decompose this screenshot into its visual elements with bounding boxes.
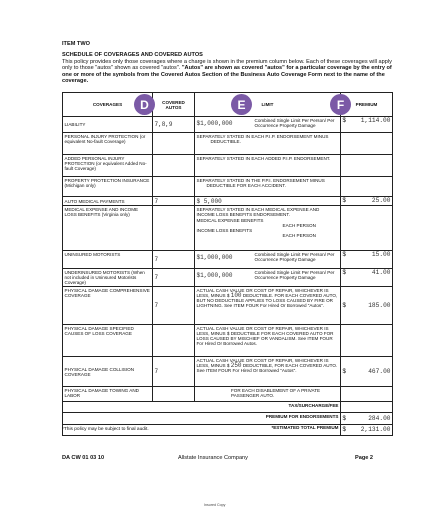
limit-value: $1,000,000	[196, 271, 233, 279]
coverage-name: UNDERINSURED MOTORISTS (When not included in Uninsured Motorists Coverage)	[63, 269, 153, 287]
coverage-name: PHYSICAL DAMAGE COLLISION COVERAGE	[63, 357, 153, 387]
limit-value: $1,000,000	[196, 253, 233, 261]
limit-medical: MEDICAL EXPENSE BENEFITS	[196, 217, 264, 223]
covered-autos	[153, 325, 195, 357]
covered-autos: 7	[153, 287, 195, 325]
limit-cell	[195, 177, 341, 197]
endorsements-value: 284.00	[368, 414, 391, 422]
limit-text: FOR EACH DISABLEMENT OF A PRIVATE PASSENGER AUTO.	[231, 387, 321, 398]
limit-text: SEPARATELY STATED IN EACH MEDICAL EXPENSE AND INCOME LOSS BENEFITS ENDORSEMENT.	[196, 206, 320, 217]
endorsements-cell	[341, 413, 393, 424]
premium-cell	[341, 133, 393, 155]
copy-label: Insured Copy	[204, 503, 226, 507]
limit-text: Combined Single Limit Per Person/ Per Occurrence Property Damage	[254, 251, 335, 262]
audit-footnote: *This policy may be subject to final audit.	[62, 427, 149, 432]
limit-cell	[195, 325, 341, 357]
limit-each-person: EACH PERSON	[282, 233, 316, 239]
limit-income: INCOME LOSS BENEFITS	[196, 228, 253, 234]
schedule-title: SCHEDULE OF COVERAGES AND COVERED AUTOS	[62, 52, 203, 58]
limit-cell	[195, 387, 341, 402]
table-row	[63, 206, 393, 251]
covered-autos: 7	[153, 251, 195, 269]
coverage-name: AUTO MEDICAL PAYMENTS	[63, 197, 153, 206]
limit-cell	[195, 117, 341, 133]
intro-bold: "Autos" are shown as covered "autos" for a particular coverage by the entry of one or more of the symbols from the Covered Autos Section of the Business Auto Coverage Form next to the name of the coverage.	[62, 65, 392, 85]
coverage-name: PERSONAL INJURY PROTECTION (or equivalent No-fault Coverage)	[63, 133, 153, 155]
coverage-name: PHYSICAL DAMAGE SPECIFIED CAUSES OF LOSS COVERAGE	[63, 325, 153, 357]
table-row	[63, 197, 393, 206]
premium-value: 15.00	[371, 250, 391, 258]
premium-cell	[341, 155, 393, 177]
limit-each-person: EACH PERSON	[282, 223, 316, 229]
limit-tail: DEDUCTIBLE. FOR EACH COVERED AUTO, BUT NO DEDUCTIBLE APPLIES TO LOSS CAUSED BY FIRE OR LIGHTNING. See ITEM FOUR For Hired Or Borrowed "Autos".	[196, 292, 338, 309]
limit-cell	[195, 133, 341, 155]
endorsements-label: PREMIUM FOR ENDORSEMENTS	[63, 413, 341, 424]
limit-value: $1,000,000	[196, 119, 233, 127]
page-number: Page 2	[355, 455, 374, 461]
tax-label: TAX/SURCHARGE/FEE	[63, 402, 341, 413]
premium-cell	[341, 251, 393, 269]
limit-text: SEPARATELY STATED IN EACH ADDED P.I.P. ENDORSEMENT.	[196, 155, 331, 161]
table-row	[63, 287, 393, 325]
badge-f: F	[330, 94, 351, 115]
covered-autos	[153, 155, 195, 177]
premium-cell	[341, 117, 393, 133]
premium-cell	[341, 287, 393, 325]
intro-plain: This policy provides only those coverages where a charge is shown in the premium column below. Each of these coverages will apply only to those "autos" shown as covered "autos".	[62, 59, 392, 72]
premium-cell	[341, 269, 393, 287]
limit-cell	[195, 251, 341, 269]
currency-symbol: $	[342, 426, 346, 434]
limit-cell	[195, 269, 341, 287]
currency-symbol: $	[342, 196, 346, 204]
premium-value: 185.00	[368, 302, 391, 310]
coverage-name: UNINSURED MOTORISTS	[63, 251, 153, 269]
covered-autos: 7	[153, 357, 195, 387]
covered-autos: 7,8,9	[153, 117, 195, 133]
limit-text: ACTUAL CASH VALUE OR COST OF REPAIR, WHICHEVER IS LESS, MINUS $	[196, 357, 329, 368]
currency-symbol: $	[342, 250, 346, 258]
limit-tail: DEDUCTIBLE FOR EACH COVERED AUTO FOR LOSS CAUSED BY MISCHIEF OR VANDALISM. See ITEM FOUR For Hired Or Borrowed Autos.	[196, 330, 334, 347]
covered-autos	[153, 177, 195, 197]
limit-tail: DEDUCTIBLE FOR EACH ACCIDENT.	[206, 182, 286, 188]
coverage-name: PROPERTY PROTECTION INSURANCE (Michigan only)	[63, 177, 153, 197]
premium-cell	[341, 206, 393, 251]
table-row	[63, 155, 393, 177]
total-cell	[341, 424, 393, 435]
premium-cell	[341, 357, 393, 387]
limit-text: Combined Single Limit Per Person/ Per Occurrence Property Damage	[254, 117, 335, 128]
form-id: DA CW 01 03 10	[62, 455, 105, 461]
endorsements-row	[63, 413, 393, 424]
coverage-name: LIABILITY	[63, 117, 153, 133]
premium-cell	[341, 325, 393, 357]
premium-value: 467.00	[368, 368, 391, 376]
covered-autos	[153, 387, 195, 402]
table-row	[63, 325, 393, 357]
currency-symbol: $	[342, 414, 346, 422]
currency-symbol: $	[342, 368, 346, 376]
limit-text: ACTUAL CASH VALUE OR COST OF REPAIR, WHICHEVER IS LESS, MINUS $	[196, 287, 329, 298]
limit-cell	[195, 155, 341, 177]
company-name: Allstate Insurance Company	[178, 455, 248, 461]
coverage-name: ADDED PERSONAL INJURY PROTECTION (or equivalent Added No-fault Coverage)	[63, 155, 153, 177]
coverage-name: MEDICAL EXPENSE AND INCOME LOSS BENEFITS (Virginia only)	[63, 206, 153, 251]
covered-autos	[153, 206, 195, 251]
table-row	[63, 177, 393, 197]
tax-cell	[341, 402, 393, 413]
currency-symbol: $	[342, 268, 346, 276]
col-covered-autos: COVERED AUTOS	[153, 93, 195, 117]
table-row	[63, 133, 393, 155]
limit-text: SEPARATELY STATED IN EACH P.I.P. ENDORSEMENT MINUS	[196, 133, 329, 139]
coverage-name: PHYSICAL DAMAGE TOWING AND LABOR	[63, 387, 153, 402]
table-row	[63, 251, 393, 269]
limit-text: Combined Single Limit Per Person/ Per Occurrence Property Damage	[254, 269, 335, 280]
limit-text: SEPARATELY STATED IN THE P.P.I. ENDORSEMENT MINUS	[196, 177, 325, 183]
limit-cell	[195, 357, 341, 387]
premium-value: 25.00	[371, 196, 391, 204]
covered-autos: 7	[153, 197, 195, 206]
premium-cell	[341, 177, 393, 197]
table-row	[63, 269, 393, 287]
col-coverages: COVERAGES	[63, 93, 153, 117]
coverage-name: PHYSICAL DAMAGE COMPREHENSIVE COVERAGE	[63, 287, 153, 325]
badge-e: E	[231, 94, 252, 115]
limit-text: ACTUAL CASH VALUE OR COST OF REPAIR, WHICHEVER IS LESS, MINUS $	[196, 325, 329, 336]
col-premium: PREMIUM	[341, 93, 393, 117]
item-label: ITEM TWO	[62, 41, 90, 47]
premium-value: 41.00	[371, 268, 391, 276]
col-limit: LIMIT	[195, 93, 341, 117]
total-value: 2,131.00	[360, 426, 391, 434]
limit-value: $ 5,000	[195, 197, 341, 206]
limit-cell	[195, 206, 341, 251]
currency-symbol: $	[342, 116, 346, 124]
premium-cell	[341, 387, 393, 402]
limit-cell	[195, 287, 341, 325]
tax-row	[63, 402, 393, 413]
covered-autos: 7	[153, 269, 195, 287]
total-label: *ESTIMATED TOTAL PREMIUM	[63, 424, 341, 435]
limit-tail: DEDUCTIBLE.	[210, 138, 241, 144]
deductible-value: 250	[230, 361, 242, 369]
badge-d: D	[134, 94, 155, 115]
coverage-table	[62, 92, 393, 436]
covered-autos	[153, 133, 195, 155]
table-row	[63, 387, 393, 402]
table-row	[63, 357, 393, 387]
limit-tail: DEDUCTIBLE, FOR EACH COVERED AUTO. See ITEM FOUR For Hired Or Borrowed "Autos".	[196, 362, 338, 373]
intro-text	[62, 59, 392, 85]
deductible-value: 100	[230, 291, 242, 299]
table-row	[63, 117, 393, 133]
premium-cell	[341, 197, 393, 206]
currency-symbol: $	[342, 302, 346, 310]
premium-value: 1,114.00	[360, 116, 391, 124]
